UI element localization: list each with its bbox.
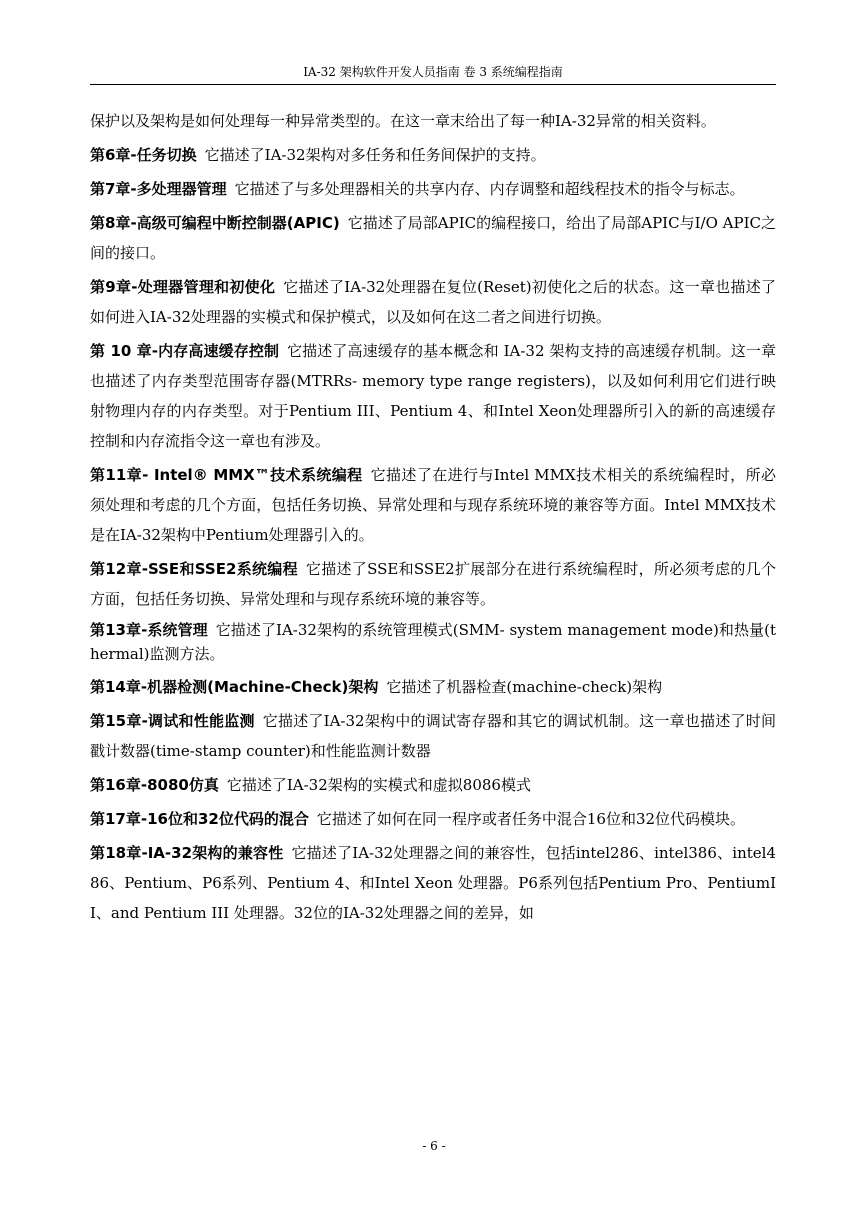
chapter-heading: 第11章- Intel® MMX™技术系统编程 [90,466,363,484]
paragraph-text: 它描述了IA-32架构对多任务和任务间保护的支持。 [204,146,546,164]
page-number: - 6 - [422,1139,446,1153]
paragraph-chapter-9 [90,272,776,332]
paragraph-text: 它描述了与多处理器相关的共享内存、内存调整和超线程技术的指令与标志。 [234,180,745,198]
paragraph-chapter-13 [90,618,776,666]
chapter-heading: 第18章-IA-32架构的兼容性 [90,844,284,862]
paragraph-text: 它描述了IA-32架构中的调试寄存器和其它的调试机制。这一章也描述了时间戳计数器(time-stamp counter)和性能监测计数器 [90,712,776,760]
paragraph-chapter-11 [90,460,776,550]
paragraph-text: 保护以及架构是如何处理每一种异常类型的。在这一章末给出了每一种IA-32异常的相关资料。 [90,112,716,130]
paragraph-text: 它描述了在进行与Intel MMX技术相关的系统编程时，所必须处理和考虑的几个方面，包括任务切换、异常处理和与现存系统环境的兼容等方面。Intel MMX技术是在IA-32架构中Pentium处理器引入的。 [90,466,776,544]
paragraph-chapter-14 [90,672,776,702]
chapter-heading: 第6章-任务切换 [90,146,197,164]
chapter-heading: 第7章-多处理器管理 [90,180,227,198]
paragraph-chapter-7 [90,174,776,204]
paragraph-text: 它描述了如何在同一程序或者任务中混合16位和32位代码模块。 [316,810,746,828]
page-header [90,40,776,85]
paragraph-text: 它描述了高速缓存的基本概念和 IA-32 架构支持的高速缓存机制。这一章也描述了内存类型范围寄存器(MTRRs- memory type range registers)，以及如何利用它们进行映射物理内存的内存类型。对于Pentium III、Pentium 4、和Intel Xeon处理器所引入的新的高速缓存控制和内存流指令这一章也有涉及。 [90,342,777,450]
paragraph-text: 它描述了IA-32架构的系统管理模式(SMM- system management mode)和热量(thermal)监测方法。 [90,621,776,663]
paragraph-chapter-12 [90,554,776,614]
paragraph-text: 它描述了局部APIC的编程接口，给出了局部APIC与I/O APIC之间的接口。 [90,214,776,262]
paragraph-chapter-17 [90,804,776,834]
paragraph-0 [90,106,776,136]
paragraph-chapter-15 [90,706,776,766]
paragraph-chapter-8 [90,208,776,268]
paragraph-chapter-10 [90,336,776,456]
paragraph-text: 它描述了IA-32处理器在复位(Reset)初使化之后的状态。这一章也描述了如何进入IA-32处理器的实模式和保护模式，以及如何在这二者之间进行切换。 [90,278,776,326]
paragraph-chapter-6 [90,140,776,170]
paragraph-text: 它描述了IA-32架构的实模式和虚拟8086模式 [226,776,531,794]
paragraph-chapter-16 [90,770,776,800]
chapter-heading: 第17章-16位和32位代码的混合 [90,810,309,828]
chapter-heading: 第9章-处理器管理和初使化 [90,278,276,296]
header-title: IA-32 架构软件开发人员指南 卷 3 系统编程指南 [303,65,563,79]
chapter-heading: 第 10 章-内存高速缓存控制 [90,342,280,360]
chapter-heading: 第14章-机器检测(Machine-Check)架构 [90,678,379,696]
chapter-heading: 第12章-SSE和SSE2系统编程 [90,560,298,578]
paragraph-chapter-18 [90,838,776,928]
chapter-heading: 第16章-8080仿真 [90,776,219,794]
paragraph-text: 它描述了SSE和SSE2扩展部分在进行系统编程时，所必须考虑的几个方面，包括任务切换、异常处理和与现存系统环境的兼容等。 [90,560,776,608]
chapter-heading: 第8章-高级可编程中断控制器(APIC) [90,214,340,232]
paragraph-text: 它描述了IA-32处理器之间的兼容性，包括intel286、intel386、intel486、Pentium、P6系列、Pentium 4、和Intel Xeon 处理器。P6系列包括Pentium Pro、PentiumII、and Pentium III 处理器。32位的IA-32处理器之间的差异，如 [90,844,777,922]
paragraph-text: 它描述了机器检查(machine-check)架构 [386,678,663,696]
document-body [90,106,776,932]
chapter-heading: 第15章-调试和性能监测 [90,712,255,730]
chapter-heading: 第13章-系统管理 [90,621,208,639]
